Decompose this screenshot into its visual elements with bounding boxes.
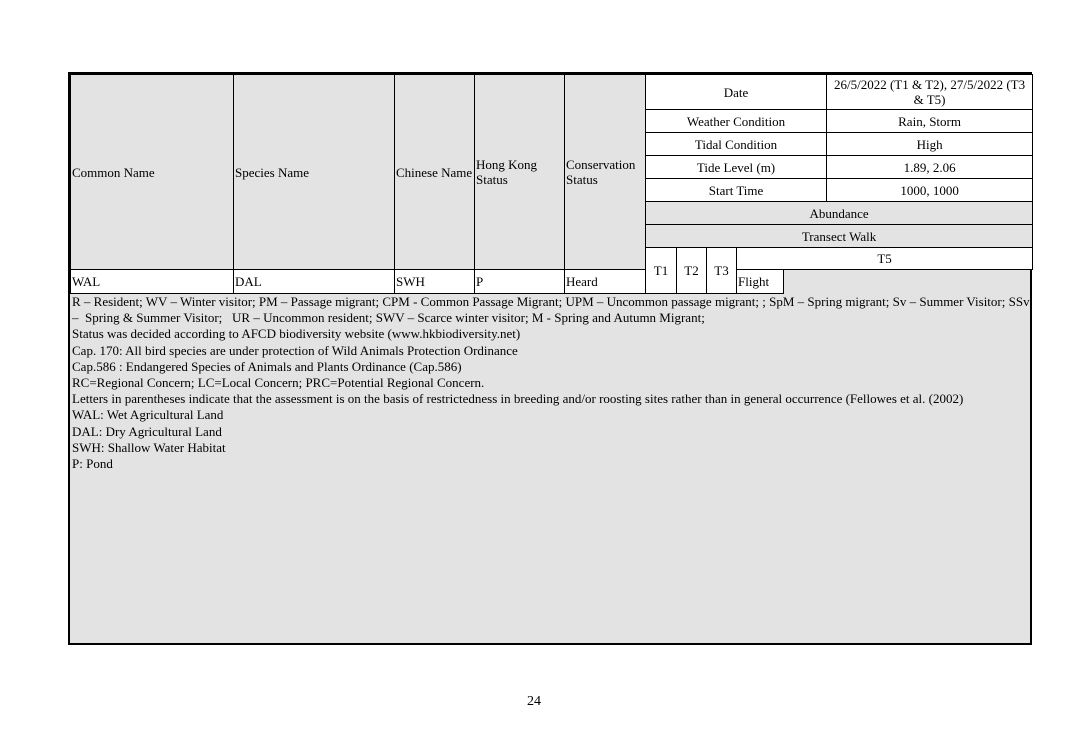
page-number: 24 xyxy=(527,694,541,709)
common-name-header: Common Name xyxy=(71,75,234,270)
start-time-label: Start Time xyxy=(646,179,827,202)
note-parentheses: Letters in parentheses indicate that the assessment is on the basis of restrictedness in breeding and/or roosting sites rather than in general occurrence (Fellowes et al. (2002) xyxy=(72,391,964,407)
t2-header: T2 xyxy=(677,248,707,294)
note-cap-170: Cap. 170: All bird species are under protection of Wild Animals Protection Ordinance xyxy=(72,342,518,358)
note-swh: SWH: Shallow Water Habitat xyxy=(72,439,226,455)
chinese-name-header: Chinese Name xyxy=(395,75,475,270)
tide-level-label: Tide Level (m) xyxy=(646,156,827,179)
t5-heard-header: Heard xyxy=(565,270,646,294)
hk-status-header: Hong Kong Status xyxy=(475,75,565,270)
note-concern-codes: RC=Regional Concern; LC=Local Concern; PRC=Potential Regional Concern. xyxy=(72,375,485,391)
date-value: 26/5/2022 (T1 & T2), 27/5/2022 (T3 & T5) xyxy=(827,75,1033,110)
tidal-value: High xyxy=(827,133,1033,156)
abundance-header: Abundance xyxy=(646,202,1033,225)
t5-header: T5 xyxy=(737,248,1033,270)
t1-header: T1 xyxy=(646,248,677,294)
t5-dal-header: DAL xyxy=(234,270,395,294)
note-cap-586: Cap.586 : Endangered Species of Animals and Plants Ordinance (Cap.586) xyxy=(72,358,462,374)
note-afcd-source: Status was decided according to AFCD biodiversity website (www.hkbiodiversity.net) xyxy=(72,326,521,342)
t5-wal-header: WAL xyxy=(71,270,234,294)
species-name-header: Species Name xyxy=(234,75,395,270)
species-table xyxy=(68,72,1037,645)
note-pond: P: Pond xyxy=(72,456,113,472)
note-wal: WAL: Wet Agricultural Land xyxy=(72,407,224,423)
t5-swh-header: SWH xyxy=(395,270,475,294)
weather-value: Rain, Storm xyxy=(827,110,1033,133)
footnotes xyxy=(70,294,1037,472)
tidal-label: Tidal Condition xyxy=(646,133,827,156)
weather-label: Weather Condition xyxy=(646,110,827,133)
note-status-codes: R – Resident; WV – Winter visitor; PM – Passage migrant; CPM - Common Passage Migrant; UPM – Uncommon passage migrant; ; SpM – Spring migrant; Sv – Summer Visitor; SSv – Spring & Summer Visitor; UR – Uncommon resident; SWV – Scarce winter visitor; M - Spring and Autumn Migrant; xyxy=(72,294,1037,326)
date-label: Date xyxy=(646,75,827,110)
transect-walk-header: Transect Walk xyxy=(646,225,1033,248)
table-header xyxy=(70,74,1033,294)
tide-level-value: 1.89, 2.06 xyxy=(827,156,1033,179)
note-dal: DAL: Dry Agricultural Land xyxy=(72,423,222,439)
t5-flight-header: Flight xyxy=(737,270,784,294)
t5-p-header: P xyxy=(475,270,565,294)
start-time-value: 1000, 1000 xyxy=(827,179,1033,202)
t3-header: T3 xyxy=(707,248,737,294)
conservation-status-header: Conservation Status xyxy=(565,75,646,270)
